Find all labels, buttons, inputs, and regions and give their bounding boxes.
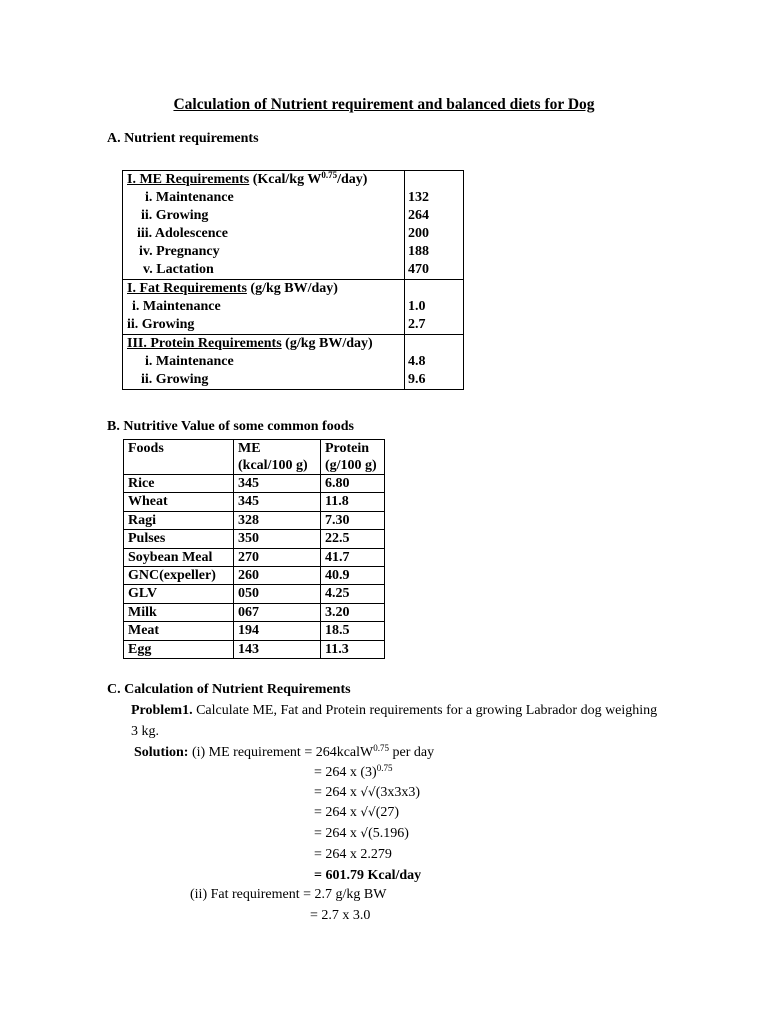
protein-value-cell: 11.3 (321, 640, 385, 658)
protein-value-cell: 40.9 (321, 566, 385, 584)
root-symbol: √ (360, 826, 369, 840)
protein-row-label: ii. Growing (141, 372, 209, 387)
solution-label: Solution: (134, 745, 189, 760)
fat-row-value: 1.0 (408, 299, 426, 314)
fat-values-cell (405, 280, 464, 335)
me-row-value: 188 (408, 244, 429, 259)
fat-labels-cell (123, 280, 405, 335)
food-nutritive-table (123, 439, 385, 659)
food-name-cell: Rice (124, 475, 234, 493)
me-value-cell: 260 (234, 566, 321, 584)
fat-row-label: ii. Growing (127, 317, 195, 332)
food-name-cell: GLV (124, 585, 234, 603)
calc-step: = 264 x √√(3x3x3) (314, 785, 421, 800)
me-row-label: i. Maintenance (145, 190, 234, 205)
food-name-cell: Pulses (124, 530, 234, 548)
me-value-cell: 270 (234, 548, 321, 566)
problem-text-continued: 3 kg. (131, 724, 159, 739)
me-row-label: ii. Growing (141, 208, 209, 223)
protein-value-cell: 22.5 (321, 530, 385, 548)
me-row-label: v. Lactation (143, 262, 214, 277)
protein-row-value: 9.6 (408, 372, 426, 387)
me-row-value: 264 (408, 208, 429, 223)
table-row (124, 640, 385, 658)
fat-header (123, 280, 404, 298)
me-header (123, 171, 404, 189)
protein-value-cell: 18.5 (321, 622, 385, 640)
me-value-cell: 350 (234, 530, 321, 548)
me-value-cell: 345 (234, 493, 321, 511)
calc-step: = 264 x 2.279 (314, 847, 392, 862)
table-row (124, 493, 385, 511)
protein-value-cell: 11.8 (321, 493, 385, 511)
problem-label: Problem1. (131, 703, 193, 718)
protein-header (123, 335, 404, 353)
food-name-cell: Meat (124, 622, 234, 640)
me-result: = 601.79 Kcal/day (314, 868, 422, 883)
me-header-title: I. ME Requirements (127, 172, 250, 187)
me-value-cell: 067 (234, 603, 321, 621)
fat-requirement-line: (ii) Fat requirement = 2.7 g/kg BW (190, 887, 387, 902)
column-header-foods: Foods (124, 440, 234, 475)
nutrient-requirements-table (122, 170, 464, 390)
me-row-value: 132 (408, 190, 429, 205)
table-row (124, 548, 385, 566)
table-row (124, 603, 385, 621)
me-value-cell: 328 (234, 511, 321, 529)
calc-step: = 264 x $(3)^{0.75}$ (314, 763, 393, 780)
protein-header-unit: (g/kg BW/day) (281, 336, 373, 351)
food-name-cell: Soybean Meal (124, 548, 234, 566)
table-row (124, 475, 385, 493)
protein-values-cell (405, 335, 464, 390)
me-value-cell: 143 (234, 640, 321, 658)
column-header-protein: Protein (g/100 g) (321, 440, 385, 475)
protein-row-value: 4.8 (408, 354, 426, 369)
fat-header-unit: (g/kg BW/day) (246, 281, 338, 296)
protein-value-cell: 7.30 (321, 511, 385, 529)
food-name-cell: Egg (124, 640, 234, 658)
me-equation-tail: per day (389, 745, 435, 760)
protein-value-cell: 3.20 (321, 603, 385, 621)
root-symbol: √√ (360, 805, 376, 819)
me-equation: (i) ME requirement = 264kcalW (188, 745, 374, 760)
fat-header-title: I. Fat Requirements (127, 281, 247, 296)
me-row-value: 470 (408, 262, 429, 277)
table-row (124, 622, 385, 640)
calc-step: = 264 x √√(27) (314, 805, 400, 820)
me-header-unit-tail: /day) (337, 172, 368, 187)
fat-calc-step: = 2.7 x 3.0 (310, 908, 371, 923)
table-row (124, 511, 385, 529)
problem-text: Calculate ME, Fat and Protein requirements for a growing Labrador dog weighing (192, 703, 658, 718)
table-row (124, 566, 385, 584)
fat-requirements-group (123, 280, 464, 335)
me-requirements-group (123, 171, 464, 280)
me-value-cell: 050 (234, 585, 321, 603)
column-header-me: ME (kcal/100 g) (234, 440, 321, 475)
section-b-heading: B. Nutritive Value of some common foods (107, 419, 354, 434)
me-labels-cell (123, 171, 405, 280)
calc-step: = 264 x √(5.196) (314, 826, 409, 841)
page-title: Calculation of Nutrient requirement and balanced diets for Dog (173, 96, 595, 113)
section-a-heading: A. Nutrient requirements (107, 131, 259, 146)
me-row-label: iii. Adolescence (137, 226, 228, 241)
solution-me-line (134, 745, 434, 761)
protein-value-cell: 41.7 (321, 548, 385, 566)
fat-row-value: 2.7 (408, 317, 426, 332)
food-name-cell: Ragi (124, 511, 234, 529)
me-row-label: iv. Pregnancy (139, 244, 220, 259)
protein-header-title: III. Protein Requirements (127, 336, 282, 351)
me-value-cell: 345 (234, 475, 321, 493)
me-value-cell: 194 (234, 622, 321, 640)
food-name-cell: Wheat (124, 493, 234, 511)
protein-value-cell: 4.25 (321, 585, 385, 603)
protein-labels-cell (123, 335, 405, 390)
problem-statement (131, 703, 657, 719)
food-name-cell: Milk (124, 603, 234, 621)
me-header-exponent: 0.75 (321, 170, 338, 180)
table-row (124, 585, 385, 603)
table-header-row (124, 440, 385, 475)
me-header-unit: (Kcal/kg W (249, 172, 322, 187)
section-c-heading: C. Calculation of Nutrient Requirements (107, 682, 351, 697)
me-exponent: 0.75 (373, 743, 389, 753)
fat-row-label: i. Maintenance (132, 299, 221, 314)
protein-requirements-group (123, 335, 464, 390)
me-row-value: 200 (408, 226, 429, 241)
protein-row-label: i. Maintenance (145, 354, 234, 369)
table-row (124, 530, 385, 548)
root-symbol: √√ (360, 785, 376, 799)
me-values-cell (405, 171, 464, 280)
food-name-cell: GNC(expeller) (124, 566, 234, 584)
protein-value-cell: 6.80 (321, 475, 385, 493)
